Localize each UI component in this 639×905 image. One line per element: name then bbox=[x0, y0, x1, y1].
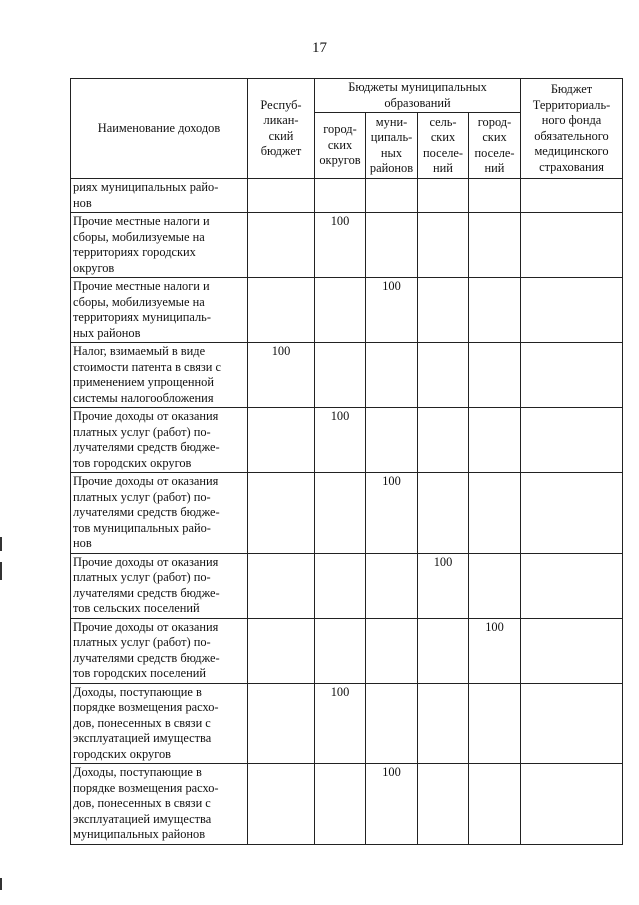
table-row bbox=[71, 213, 623, 278]
revenue-distribution-table bbox=[70, 78, 623, 845]
scan-edge-mark bbox=[0, 562, 2, 580]
table-row bbox=[71, 553, 623, 618]
percentage-cell bbox=[418, 179, 469, 213]
percentage-cell bbox=[366, 343, 418, 408]
percentage-cell bbox=[418, 343, 469, 408]
revenue-name-cell: Доходы, поступающие в порядке возмещения расхо- дов, понесенных в связи с эксплуатацией имущества городских округов bbox=[71, 683, 248, 764]
percentage-cell bbox=[366, 213, 418, 278]
table-row bbox=[71, 473, 623, 554]
revenue-name-cell: Прочие доходы от оказания платных услуг (работ) по- лучателями средств бюдже- тов городских поселений bbox=[71, 618, 248, 683]
header-territorial-fund: Бюджет Территориаль- ного фонда обязательного медицинского страхования bbox=[521, 79, 623, 179]
percentage-cell bbox=[469, 764, 521, 845]
revenue-name-cell: риях муниципальных райо- нов bbox=[71, 179, 248, 213]
percentage-cell bbox=[469, 213, 521, 278]
percentage-cell bbox=[248, 683, 315, 764]
scan-edge-mark bbox=[0, 878, 2, 890]
percentage-cell bbox=[521, 473, 623, 554]
percentage-cell bbox=[315, 343, 366, 408]
revenue-name-cell: Прочие доходы от оказания платных услуг (работ) по- лучателями средств бюдже- тов городских округов bbox=[71, 408, 248, 473]
percentage-cell: 100 bbox=[315, 683, 366, 764]
percentage-cell bbox=[248, 179, 315, 213]
header-rural-settlements: сель- ских поселе- ний bbox=[418, 113, 469, 179]
percentage-cell bbox=[248, 764, 315, 845]
header-municipal-districts: муни- ципаль- ных районов bbox=[366, 113, 418, 179]
percentage-cell: 100 bbox=[315, 408, 366, 473]
percentage-cell: 100 bbox=[366, 764, 418, 845]
percentage-cell bbox=[418, 473, 469, 554]
percentage-cell: 100 bbox=[248, 343, 315, 408]
table-row bbox=[71, 618, 623, 683]
header-revenue-name: Наименование доходов bbox=[71, 79, 248, 179]
percentage-cell bbox=[521, 683, 623, 764]
percentage-cell bbox=[521, 618, 623, 683]
percentage-cell bbox=[248, 473, 315, 554]
percentage-cell bbox=[521, 213, 623, 278]
percentage-cell bbox=[521, 408, 623, 473]
percentage-cell bbox=[366, 683, 418, 764]
percentage-cell: 100 bbox=[418, 553, 469, 618]
percentage-cell bbox=[521, 343, 623, 408]
percentage-cell bbox=[315, 179, 366, 213]
header-urban-settlements: город- ских поселе- ний bbox=[469, 113, 521, 179]
revenue-name-cell: Налог, взимаемый в виде стоимости патента в связи с применением упрощенной системы налогообложения bbox=[71, 343, 248, 408]
percentage-cell bbox=[521, 179, 623, 213]
percentage-cell bbox=[418, 408, 469, 473]
percentage-cell bbox=[521, 553, 623, 618]
page-number: 17 bbox=[312, 40, 327, 56]
percentage-cell: 100 bbox=[469, 618, 521, 683]
table-body bbox=[71, 179, 623, 845]
percentage-cell bbox=[315, 278, 366, 343]
revenue-name-cell: Прочие местные налоги и сборы, мобилизуемые на территориях муниципаль- ных районов bbox=[71, 278, 248, 343]
percentage-cell bbox=[521, 278, 623, 343]
revenue-name-cell: Доходы, поступающие в порядке возмещения расхо- дов, понесенных в связи с эксплуатацией имущества муниципальных районов bbox=[71, 764, 248, 845]
percentage-cell bbox=[469, 343, 521, 408]
scan-edge-mark bbox=[0, 537, 2, 551]
percentage-cell bbox=[315, 764, 366, 845]
revenue-name-cell: Прочие местные налоги и сборы, мобилизуемые на территориях городских округов bbox=[71, 213, 248, 278]
percentage-cell bbox=[315, 473, 366, 554]
percentage-cell bbox=[366, 179, 418, 213]
percentage-cell bbox=[469, 179, 521, 213]
percentage-cell bbox=[418, 278, 469, 343]
percentage-cell bbox=[248, 408, 315, 473]
percentage-cell: 100 bbox=[315, 213, 366, 278]
percentage-cell: 100 bbox=[366, 473, 418, 554]
percentage-cell bbox=[248, 618, 315, 683]
percentage-cell bbox=[315, 553, 366, 618]
table-row bbox=[71, 764, 623, 845]
header-urban-districts: город- ских округов bbox=[315, 113, 366, 179]
percentage-cell bbox=[418, 213, 469, 278]
percentage-cell bbox=[521, 764, 623, 845]
table-row bbox=[71, 343, 623, 408]
header-municipal-budgets: Бюджеты муниципальных образований bbox=[315, 79, 521, 113]
table-row bbox=[71, 683, 623, 764]
percentage-cell: 100 bbox=[366, 278, 418, 343]
percentage-cell bbox=[469, 553, 521, 618]
percentage-cell bbox=[366, 618, 418, 683]
percentage-cell bbox=[418, 618, 469, 683]
percentage-cell bbox=[248, 553, 315, 618]
percentage-cell bbox=[469, 683, 521, 764]
percentage-cell bbox=[248, 213, 315, 278]
percentage-cell bbox=[418, 764, 469, 845]
table-row bbox=[71, 278, 623, 343]
revenue-name-cell: Прочие доходы от оказания платных услуг (работ) по- лучателями средств бюдже- тов муниципальных райо- нов bbox=[71, 473, 248, 554]
percentage-cell bbox=[469, 473, 521, 554]
percentage-cell bbox=[315, 618, 366, 683]
percentage-cell bbox=[469, 278, 521, 343]
percentage-cell bbox=[366, 408, 418, 473]
percentage-cell bbox=[469, 408, 521, 473]
table-row bbox=[71, 179, 623, 213]
percentage-cell bbox=[366, 553, 418, 618]
table-row bbox=[71, 408, 623, 473]
revenue-name-cell: Прочие доходы от оказания платных услуг (работ) по- лучателями средств бюдже- тов сельских поселений bbox=[71, 553, 248, 618]
percentage-cell bbox=[418, 683, 469, 764]
percentage-cell bbox=[248, 278, 315, 343]
header-republic-budget: Респуб- ликан- ский бюджет bbox=[248, 79, 315, 179]
